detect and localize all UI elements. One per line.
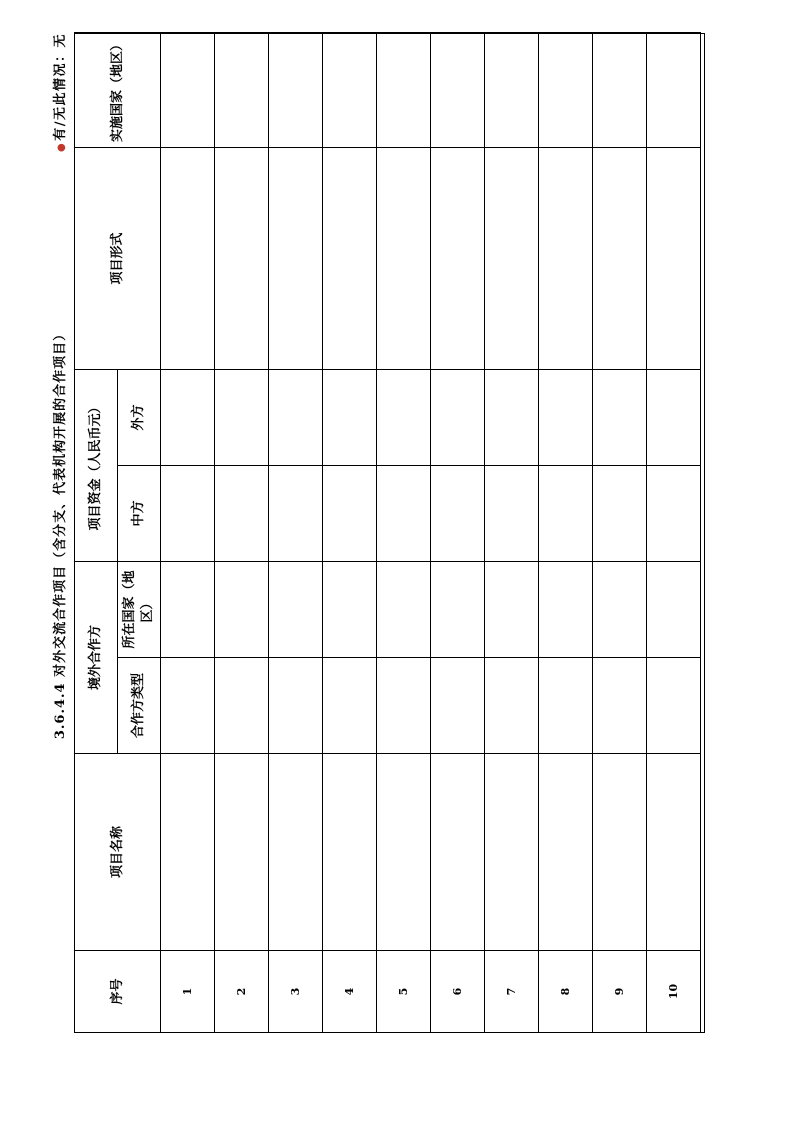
- table-row: [269, 32, 323, 1032]
- cell-funds-cn[interactable]: [377, 465, 431, 561]
- cell-partner-country[interactable]: [431, 561, 485, 657]
- cell-partner-type[interactable]: [215, 658, 269, 754]
- cell-partner-country[interactable]: [269, 561, 323, 657]
- cell-project-form[interactable]: [593, 147, 647, 369]
- header-project-name: 项目名称: [75, 754, 161, 951]
- header-impl-country: 实施国家（地区）: [75, 32, 161, 147]
- cell-project-name[interactable]: [377, 754, 431, 951]
- table-row: [539, 32, 593, 1032]
- cell-funds-foreign[interactable]: [377, 369, 431, 465]
- cell-partner-type[interactable]: [377, 658, 431, 754]
- status-note-text: 有/无此情况：无: [53, 33, 68, 141]
- cell-partner-type[interactable]: [431, 658, 485, 754]
- cell-funds-cn[interactable]: [269, 465, 323, 561]
- cell-funds-cn[interactable]: [539, 465, 593, 561]
- section-header: [40, 33, 72, 1033]
- cell-impl-country[interactable]: [539, 32, 593, 147]
- cell-impl-country[interactable]: [269, 32, 323, 147]
- cell-partner-country[interactable]: [215, 561, 269, 657]
- row-number: 3: [269, 951, 323, 1033]
- cell-partner-country[interactable]: [377, 561, 431, 657]
- table-row: [485, 32, 539, 1032]
- cell-partner-country[interactable]: [161, 561, 215, 657]
- cell-partner-type[interactable]: [593, 658, 647, 754]
- cell-funds-foreign[interactable]: [323, 369, 377, 465]
- cell-partner-type[interactable]: [485, 658, 539, 754]
- cell-project-form[interactable]: [431, 147, 485, 369]
- cell-impl-country[interactable]: [431, 32, 485, 147]
- header-funds-foreign: 外方: [118, 369, 161, 465]
- row-number: 1: [161, 951, 215, 1033]
- header-partner-country: 所在国家（地区）: [118, 561, 161, 657]
- cell-partner-type[interactable]: [161, 658, 215, 754]
- cell-partner-type[interactable]: [269, 658, 323, 754]
- table-row: [323, 32, 377, 1032]
- table-row: [431, 32, 485, 1032]
- row-number: 5: [377, 951, 431, 1033]
- cell-project-form[interactable]: [323, 147, 377, 369]
- cell-funds-cn[interactable]: [485, 465, 539, 561]
- cell-project-form[interactable]: [215, 147, 269, 369]
- table-row: [215, 32, 269, 1032]
- cell-partner-type[interactable]: [323, 658, 377, 754]
- cell-funds-foreign[interactable]: [269, 369, 323, 465]
- row-number: 6: [431, 951, 485, 1033]
- cell-impl-country[interactable]: [647, 32, 701, 147]
- cell-impl-country[interactable]: [593, 32, 647, 147]
- cell-project-form[interactable]: [647, 147, 701, 369]
- cell-project-name[interactable]: [323, 754, 377, 951]
- table-row: [593, 32, 647, 1032]
- cell-project-name[interactable]: [161, 754, 215, 951]
- cell-project-form[interactable]: [539, 147, 593, 369]
- status-note: [49, 33, 68, 152]
- cell-impl-country[interactable]: [215, 32, 269, 147]
- row-number: 9: [593, 951, 647, 1033]
- cell-funds-cn[interactable]: [161, 465, 215, 561]
- cell-project-name[interactable]: [431, 754, 485, 951]
- row-number: 7: [485, 951, 539, 1033]
- cell-project-form[interactable]: [269, 147, 323, 369]
- cell-project-name[interactable]: [215, 754, 269, 951]
- cell-partner-country[interactable]: [485, 561, 539, 657]
- cell-project-name[interactable]: [269, 754, 323, 951]
- cell-impl-country[interactable]: [161, 32, 215, 147]
- cell-project-name[interactable]: [539, 754, 593, 951]
- header-funds-group: 项目资金（人民币元）: [75, 369, 118, 561]
- row-number: 10: [647, 951, 701, 1033]
- cell-project-name[interactable]: [647, 754, 701, 951]
- cell-funds-foreign[interactable]: [539, 369, 593, 465]
- cell-impl-country[interactable]: [377, 32, 431, 147]
- cell-partner-country[interactable]: [647, 561, 701, 657]
- section-title: 3.6.4.4 对外交流合作项目（含分支、代表机构开展的合作项目）: [53, 326, 68, 740]
- cell-partner-type[interactable]: [647, 658, 701, 754]
- cell-funds-cn[interactable]: [431, 465, 485, 561]
- cell-funds-foreign[interactable]: [485, 369, 539, 465]
- header-seq: 序号: [75, 951, 161, 1033]
- header-partner-group: 境外合作方: [75, 561, 118, 753]
- cell-project-name[interactable]: [485, 754, 539, 951]
- rotated-page: [40, 33, 705, 1033]
- cell-funds-foreign[interactable]: [215, 369, 269, 465]
- table-row: [161, 32, 215, 1032]
- cell-project-form[interactable]: [485, 147, 539, 369]
- cell-funds-cn[interactable]: [593, 465, 647, 561]
- cell-partner-country[interactable]: [593, 561, 647, 657]
- cell-partner-country[interactable]: [323, 561, 377, 657]
- cell-impl-country[interactable]: [485, 32, 539, 147]
- cell-funds-cn[interactable]: [215, 465, 269, 561]
- cell-project-name[interactable]: [593, 754, 647, 951]
- cell-partner-type[interactable]: [539, 658, 593, 754]
- cell-partner-country[interactable]: [539, 561, 593, 657]
- row-number: 4: [323, 951, 377, 1033]
- cell-impl-country[interactable]: [323, 32, 377, 147]
- table-row: [647, 32, 701, 1032]
- row-number: 8: [539, 951, 593, 1033]
- header-project-form: 项目形式: [75, 147, 161, 369]
- row-number: 2: [215, 951, 269, 1033]
- cell-project-form[interactable]: [377, 147, 431, 369]
- cell-funds-cn[interactable]: [323, 465, 377, 561]
- cell-funds-foreign[interactable]: [161, 369, 215, 465]
- cell-funds-foreign[interactable]: [647, 369, 701, 465]
- bullet-icon: ●: [56, 141, 67, 152]
- cell-funds-foreign[interactable]: [431, 369, 485, 465]
- header-partner-type: 合作方类型: [118, 658, 161, 754]
- cell-funds-foreign[interactable]: [593, 369, 647, 465]
- header-funds-cn: 中方: [118, 465, 161, 561]
- table-row: [377, 32, 431, 1032]
- cell-project-form[interactable]: [161, 147, 215, 369]
- cooperation-projects-table: [74, 32, 701, 1033]
- cell-funds-cn[interactable]: [647, 465, 701, 561]
